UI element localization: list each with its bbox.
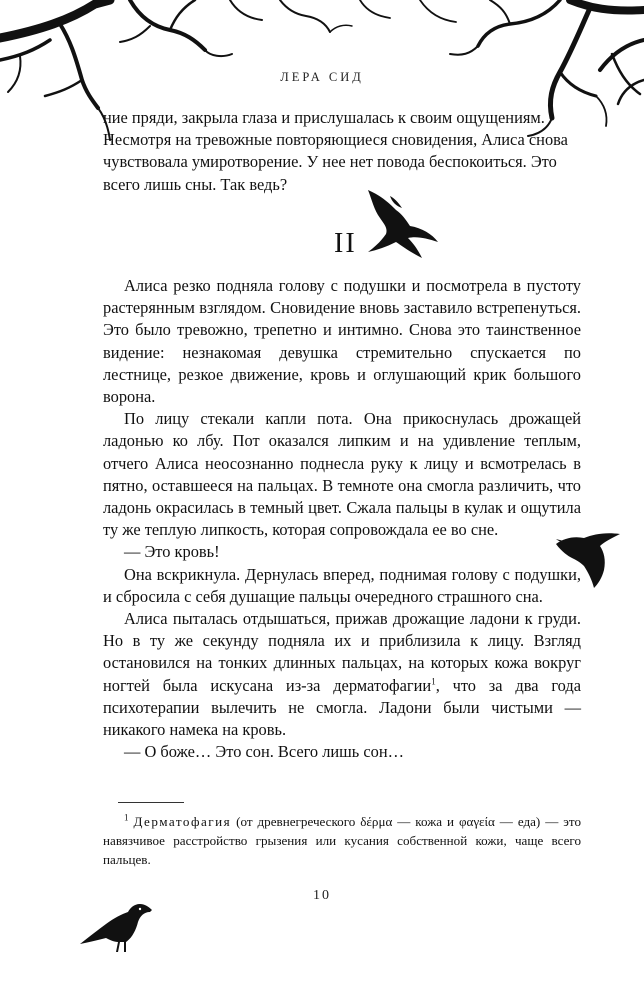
chapter-number: II <box>334 228 357 259</box>
perched-raven-icon <box>78 900 156 954</box>
paragraph <box>103 608 581 741</box>
paragraph-text: , что за два года психотерапии вылечить не смогла. Ладони были чистыми — никакого намека на кровь. <box>103 675 581 740</box>
footnote <box>103 812 581 869</box>
text-block-top <box>103 107 581 196</box>
paragraph-text: Алиса пыталась отдышаться, прижав дрожащие ладони к груди. Но в ту же секунду подняла их и приблизила к лицу. Взгляд остановился на тонких длинных пальцах, на которых кожа вокруг ногтей была искусана из-за дерматофагии <box>103 609 581 695</box>
running-head: ЛЕРА СИД <box>280 70 364 84</box>
paragraph: — О боже… Это сон. Всего лишь сон… <box>124 742 404 762</box>
footnote-text <box>103 812 581 869</box>
text-block-main <box>103 275 581 763</box>
paragraph: — Это кровь! <box>124 542 220 562</box>
flying-raven-icon <box>362 186 440 262</box>
footnote-body: (от древнегреческого δέρμα — кожа и φαγεία — еда) — это навязчивое расстройство грызения или кусания собственной кожи, чаще всего пальцев. <box>103 814 581 867</box>
footnote-marker: 1 <box>124 812 129 823</box>
footnote-separator <box>118 802 184 803</box>
paragraph: Она вскрикнула. Дернулась вперед, поднимая голову с подушки, и сбросила с себя душащие пальцы очередного страшного сна. <box>103 564 581 606</box>
page-number: 10 <box>313 888 331 903</box>
footnote-reference[interactable]: 1 <box>431 676 436 687</box>
paragraph: ние пряди, закрыла глаза и прислушалась к своим ощущениям. Несмотря на тревожные повторяющиеся сновидения, Алиса снова чувствовала умиротворение. У нее нет повода беспокоиться. Это всего лишь сны. Так ведь? <box>103 108 568 194</box>
paragraph: Алиса резко подняла голову с подушки и посмотрела в пустоту растерянным взглядом. Сновидение вновь заставило встрепенуться. Это было тревожно, трепетно и интимно. Снова это таинственное видение: незнакомая девушка стремительно спускается по лестнице, резкое движение, кровь и оглушающий крик большого ворона. <box>103 276 581 407</box>
footnote-term: Дерматофагия <box>133 814 232 829</box>
paragraph: По лицу стекали капли пота. Она прикоснулась дрожащей ладонью ко лбу. Пот оказался липким и на удивление теплым, отчего Алиса неосознанно поднесла руку к лицу и всмотрелась в пятно, оставшееся на пальцах. В темноте она смогла различить, что ладонь окрасилась в темный цвет. Сжала пальцы в кулак и ощутила ту же теплую липкость, которая сопровождала ее во сне. <box>103 409 581 540</box>
gliding-raven-icon <box>554 530 624 590</box>
